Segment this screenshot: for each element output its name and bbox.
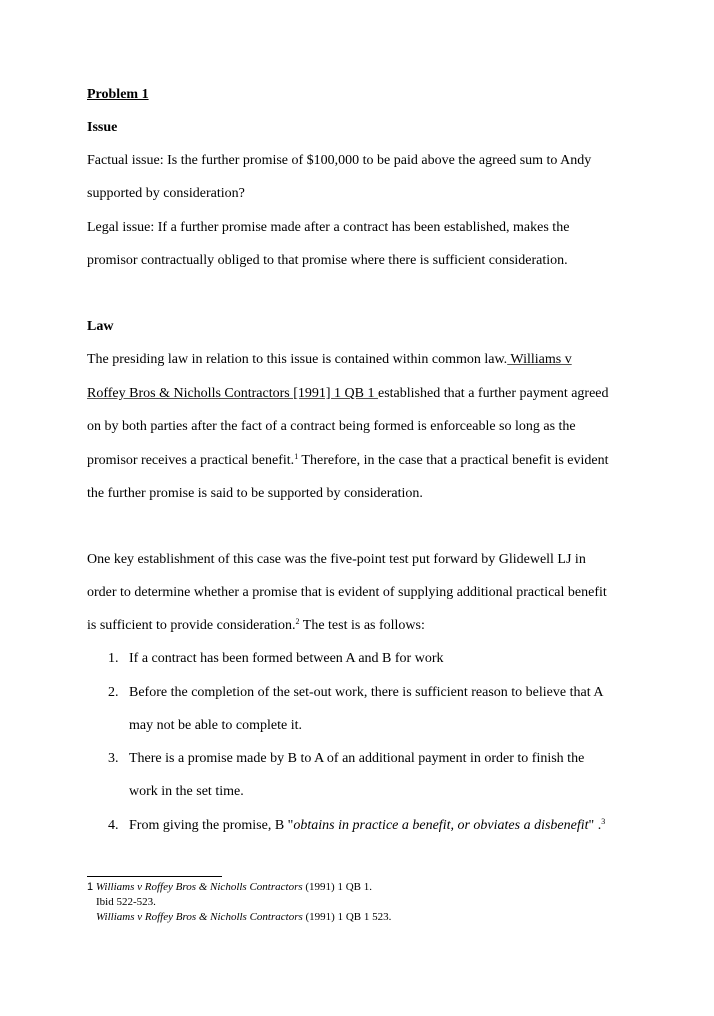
law-para1-line-5: the further promise is said to be supported by consideration. (87, 486, 423, 501)
quoted-italic-text: obtains in practice a benefit, or obviates a disbenefit (293, 818, 589, 833)
issue-heading: Issue (87, 120, 118, 135)
footnote-citation: (1991) 1 QB 1 523. (302, 911, 392, 923)
list-number: 2. (108, 685, 119, 700)
footnote-case-name: Williams v Roffey Bros & Nicholls Contractors (96, 911, 303, 923)
law-para1-line-1 (87, 352, 572, 368)
footnote-case-name: Williams v Roffey Bros & Nicholls Contractors (95, 881, 303, 893)
footnote-citation: (1991) 1 QB 1. (302, 881, 372, 893)
list-item-continuation: work in the set time. (129, 784, 244, 799)
footnote-separator (87, 876, 222, 877)
law-text: promisor receives a practical benefit. (87, 453, 295, 468)
law-para1-line-3: on by both parties after the fact of a contract being formed is enforceable so long as the (87, 419, 576, 434)
law-text: The presiding law in relation to this issue is contained within common law. (87, 352, 508, 367)
footnote-1 (87, 881, 372, 894)
list-text: There is a promise made by B to A of an additional payment in order to finish the (129, 751, 585, 766)
law-heading: Law (87, 319, 114, 334)
footnote-2: Ibid 522-523. (96, 896, 156, 908)
list-number: 3. (108, 751, 119, 766)
factual-issue-line-1: Factual issue: Is the further promise of $100,000 to be paid above the agreed sum to Andy (87, 153, 592, 168)
list-item-continuation: may not be able to complete it. (129, 718, 303, 733)
list-text: Before the completion of the set-out work, there is sufficient reason to believe that A (129, 685, 604, 700)
list-text: If a contract has been formed between A and B for work (129, 651, 444, 666)
list-number: 4. (108, 818, 119, 833)
law-text: Therefore, in the case that a practical benefit is evident (298, 453, 609, 468)
footnote-ref-2[interactable]: 2 (295, 617, 300, 626)
law-para2-line-1: One key establishment of this case was the five-point test put forward by Glidewell LJ in (87, 552, 586, 567)
law-para2-line-3 (87, 618, 425, 634)
law-para1-line-2 (87, 386, 609, 402)
case-citation-link[interactable]: Roffey Bros & Nicholls Contractors [1991] 1 QB 1 (87, 386, 378, 401)
law-text: The test is as follows: (299, 618, 425, 633)
factual-issue-line-2: supported by consideration? (87, 186, 245, 201)
problem-heading: Problem 1 (87, 87, 149, 102)
list-text-part: " . (588, 818, 602, 833)
case-citation-link[interactable]: Williams v (507, 352, 572, 367)
legal-issue-line-1: Legal issue: If a further promise made after a contract has been established, makes the (87, 220, 570, 235)
legal-issue-line-2: promisor contractually obliged to that promise where there is sufficient consideration. (87, 253, 568, 268)
footnote-3 (96, 911, 391, 924)
law-text: established that a further payment agreed (378, 386, 609, 401)
law-text: is sufficient to provide consideration. (87, 618, 296, 633)
list-text (129, 818, 605, 834)
footnote-ref-3[interactable]: 3 (601, 817, 606, 826)
footnote-ref-1[interactable]: 1 (294, 452, 299, 461)
list-text-part: From giving the promise, B " (129, 818, 294, 833)
law-para2-line-2: order to determine whether a promise that is evident of supplying additional practical benefit (87, 585, 607, 600)
footnote-mark: 1 (87, 881, 94, 893)
law-para1-line-4 (87, 453, 609, 469)
list-number: 1. (108, 651, 119, 666)
